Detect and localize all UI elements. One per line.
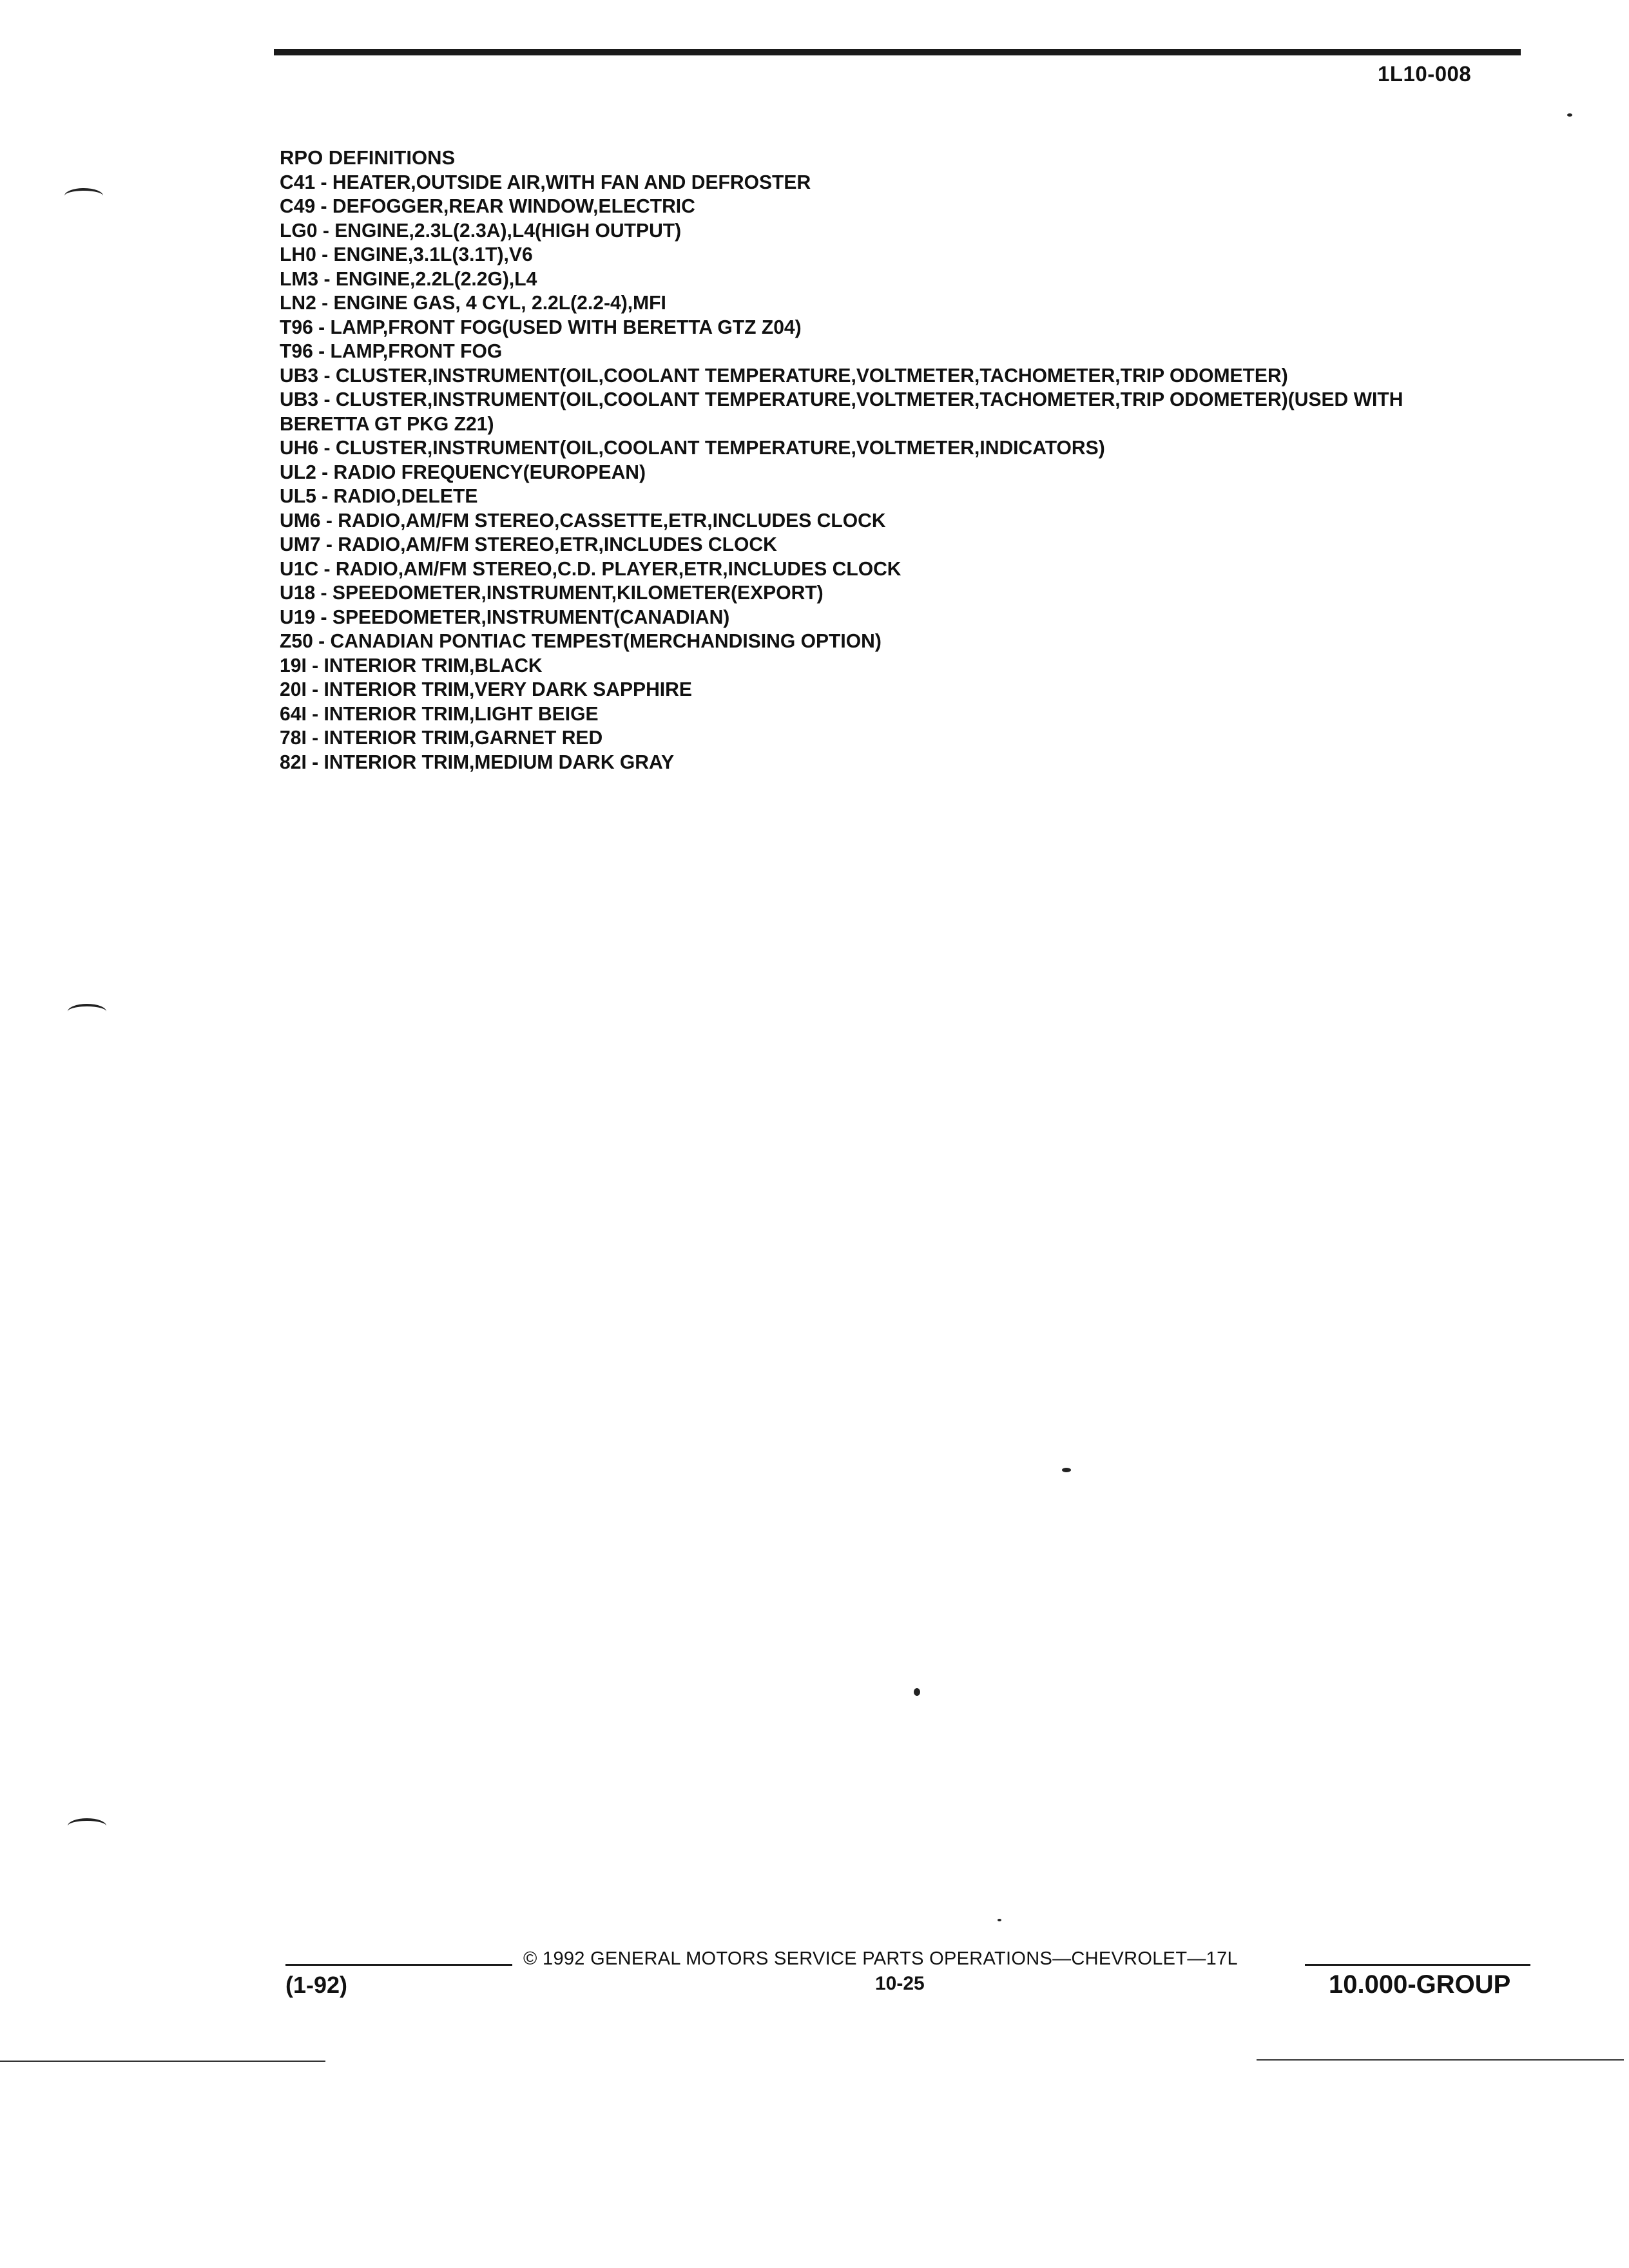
binder-punch-mark [68, 1818, 106, 1834]
rpo-item-ul5: UL5 - RADIO,DELETE [280, 485, 478, 507]
rpo-item-u19: U19 - SPEEDOMETER,INSTRUMENT(CANADIAN) [280, 605, 730, 628]
rpo-item-lm3: LM3 - ENGINE,2.2L(2.2G),L4 [280, 267, 537, 290]
scan-speck [1567, 113, 1572, 117]
rpo-item-um6: UM6 - RADIO,AM/FM STEREO,CASSETTE,ETR,INCLUDES CLOCK [280, 508, 886, 532]
footer-rule-right [1305, 1964, 1530, 1966]
rpo-item-t96: T96 - LAMP,FRONT FOG [280, 340, 503, 362]
rpo-item-lg0: LG0 - ENGINE,2.3L(2.3A),L4(HIGH OUTPUT) [280, 218, 682, 242]
rpo-item-ub3-gt: UB3 - CLUSTER,INSTRUMENT(OIL,COOLANT TEMPERATURE,VOLTMETER,TACHOMETER,TRIP ODOMETER)(USED WITH BERETTA GT PKG Z21) [280, 388, 1403, 435]
scan-speck [1062, 1468, 1071, 1472]
rpo-item-t96-gtz: T96 - LAMP,FRONT FOG(USED WITH BERETTA GTZ Z04) [280, 315, 802, 338]
footer-page-number: 10-25 [875, 1973, 925, 1994]
rpo-item-u18: U18 - SPEEDOMETER,INSTRUMENT,KILOMETER(EXPORT) [280, 581, 824, 604]
footer-rule-left [285, 1964, 512, 1966]
rpo-item-ln2: LN2 - ENGINE GAS, 4 CYL, 2.2L(2.2-4),MFI [280, 291, 666, 314]
rpo-item-um7: UM7 - RADIO,AM/FM STEREO,ETR,INCLUDES CLOCK [280, 533, 777, 555]
footer-copyright: © 1992 GENERAL MOTORS SERVICE PARTS OPERATIONS—CHEVROLET—17L [523, 1948, 1238, 1969]
rpo-item-ul2: UL2 - RADIO FREQUENCY(EUROPEAN) [280, 460, 646, 483]
rpo-item-19i: 19I - INTERIOR TRIM,BLACK [280, 653, 543, 677]
rpo-list [280, 170, 1530, 774]
footer-date: (1-92) [285, 1972, 348, 1998]
rpo-item-u1c: U1C - RADIO,AM/FM STEREO,C.D. PLAYER,ETR,INCLUDES CLOCK [280, 557, 901, 580]
rpo-definitions-section [280, 146, 1530, 774]
scan-speck [998, 1919, 1001, 1921]
rpo-item-c41: C41 - HEATER,OUTSIDE AIR,WITH FAN AND DEFROSTER [280, 170, 811, 193]
rpo-item-64i: 64I - INTERIOR TRIM,LIGHT BEIGE [280, 702, 599, 725]
rpo-item-z50: Z50 - CANADIAN PONTIAC TEMPEST(MERCHANDISING OPTION) [280, 629, 882, 652]
footer-group: 10.000-GROUP [1329, 1970, 1511, 1999]
rpo-item-ub3: UB3 - CLUSTER,INSTRUMENT(OIL,COOLANT TEMPERATURE,VOLTMETER,TACHOMETER,TRIP ODOMETER) [280, 363, 1288, 387]
rpo-item-lh0: LH0 - ENGINE,3.1L(3.1T),V6 [280, 243, 533, 265]
scan-speck [914, 1688, 920, 1696]
scan-edge-line-left [0, 2061, 325, 2062]
rpo-heading: RPO DEFINITIONS [280, 146, 456, 169]
binder-punch-mark [68, 1004, 106, 1019]
header-rule [274, 49, 1521, 55]
binder-punch-mark [64, 188, 103, 204]
rpo-item-78i: 78I - INTERIOR TRIM,GARNET RED [280, 726, 603, 749]
scan-edge-line-right [1257, 2059, 1624, 2061]
rpo-item-20i: 20I - INTERIOR TRIM,VERY DARK SAPPHIRE [280, 678, 692, 700]
rpo-item-82i: 82I - INTERIOR TRIM,MEDIUM DARK GRAY [280, 750, 675, 773]
rpo-item-uh6: UH6 - CLUSTER,INSTRUMENT(OIL,COOLANT TEMPERATURE,VOLTMETER,INDICATORS) [280, 436, 1105, 459]
rpo-item-c49: C49 - DEFOGGER,REAR WINDOW,ELECTRIC [280, 195, 695, 217]
page-code: 1L10-008 [1378, 62, 1472, 86]
